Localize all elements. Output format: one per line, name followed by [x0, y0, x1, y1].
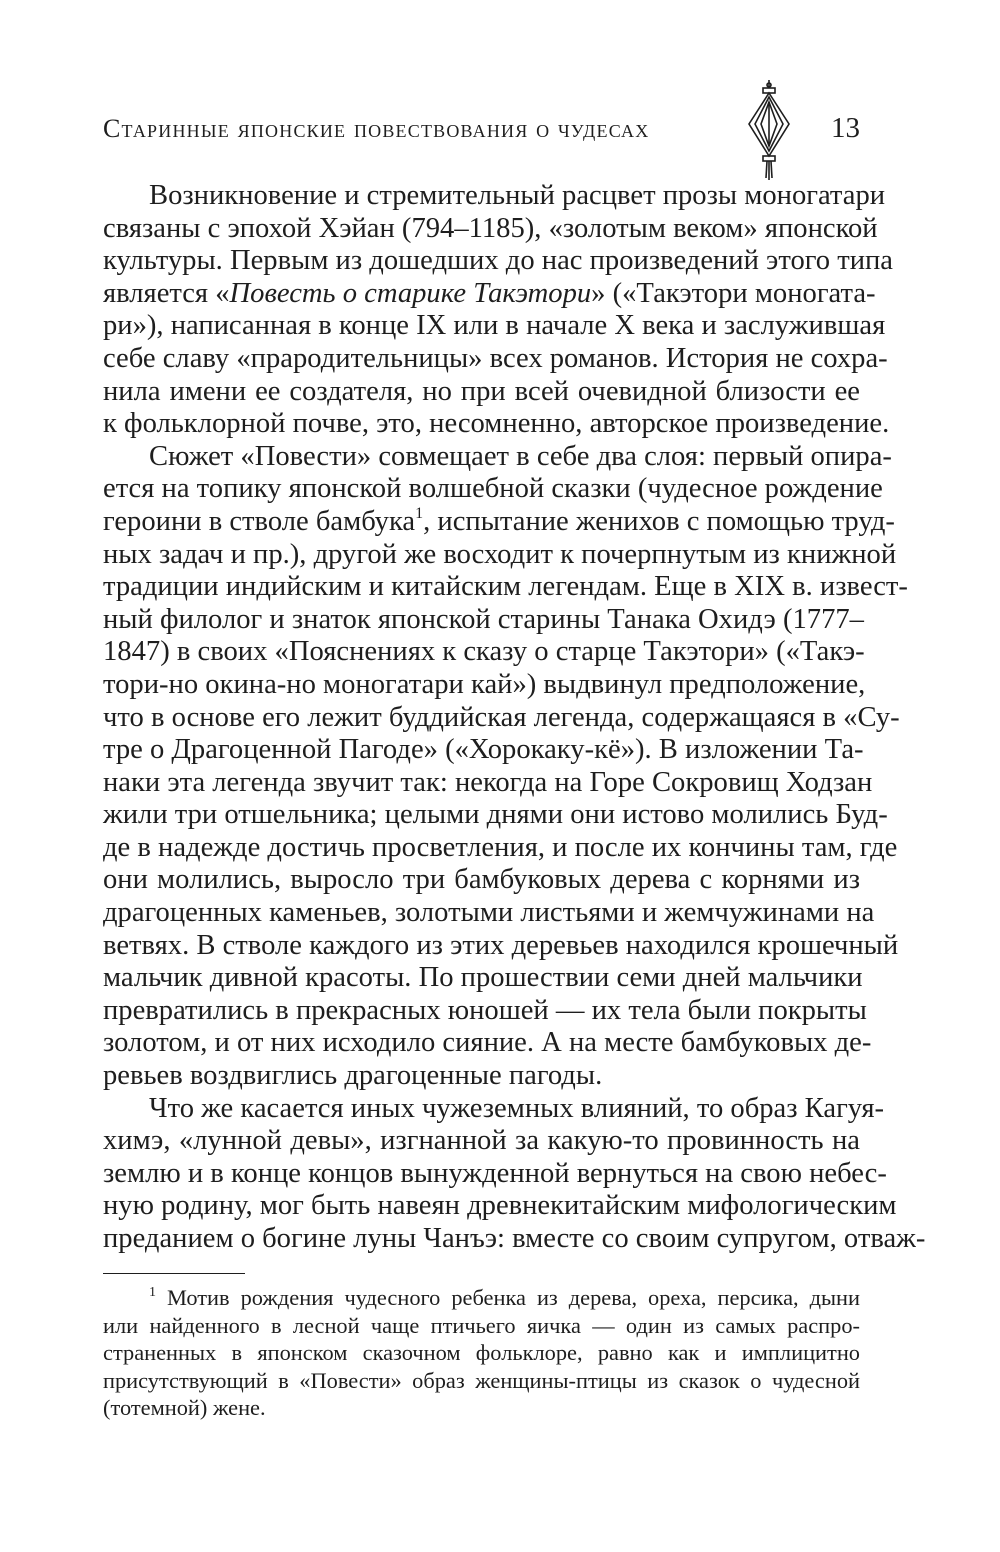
text-line: ри»), написанная в конце IX или в начале X века и заслужившая	[103, 310, 886, 342]
text-line	[103, 504, 895, 539]
text-line: к фольклорной почве, это, несомненно, авторское произведение.	[103, 408, 890, 440]
text-line: тори-но окина-но моногатари кай») выдвинул предположение,	[103, 668, 866, 700]
text-fragment: , испытание женихов с помощью труд-	[423, 505, 895, 537]
footnote-divider	[103, 1273, 245, 1274]
text-fragment: героини в стволе бамбука	[103, 505, 416, 537]
footnote-line: страненных в японском сказочном фольклоре, равно как и имплицитно	[103, 1340, 860, 1366]
footnote	[103, 1284, 860, 1422]
footnote-line: присутствующий в «Повести» образ женщины-птицы из сказок о чудесной	[103, 1367, 860, 1393]
paragraph-2	[103, 440, 908, 1093]
text-line: ветвях. В стволе каждого из этих деревьев находился крошечный	[103, 929, 899, 961]
text-line: наки эта легенда звучит так: некогда на Горе Сокровищ Ходзан	[103, 766, 873, 798]
footnote-line: или найденного в лесной чаще птичьего яичка — один из самых распро-	[103, 1312, 860, 1338]
text-line: землю и в конце концов вынужденной вернуться на свою небес-	[103, 1157, 887, 1189]
paragraph-1	[103, 180, 893, 441]
running-head: Старинные японские повествования о чудесах	[103, 114, 650, 143]
text-line: ревьев воздвиглись драгоценные пагоды.	[103, 1060, 603, 1092]
text-line: ется на топику японской волшебной сказки (чудесное рождение	[103, 473, 883, 505]
paper-lantern-icon	[745, 78, 793, 182]
text-line: ный филолог и знаток японской старины Танака Охидэ (1777–	[103, 603, 864, 635]
text-line: золотом, и от них исходило сияние. А на месте бамбуковых де-	[103, 1027, 872, 1059]
footnote-line: (тотемной) жене.	[103, 1395, 266, 1421]
text-line: Возникновение и стремительный расцвет прозы моногатари	[149, 180, 886, 211]
text-line: тре о Драгоценной Пагоде» («Хорокаку-кё»). В изложении Та-	[103, 734, 864, 766]
text-line: является «Повесть о старике Такэтори» («Такэтори моногата-	[103, 277, 876, 309]
text-line: превратились в прекрасных юношей — их тела были покрыты	[103, 994, 867, 1026]
text-line: культуры. Первым из дошедших до нас произведений этого типа	[103, 245, 893, 277]
page-number: 13	[831, 112, 860, 144]
text-line: ную родину, мог быть навеян древнекитайским мифологическим	[103, 1190, 897, 1222]
text-line: химэ, «лунной девы», изгнанной за какую-то провинность на	[103, 1125, 860, 1157]
text-line: де в надежде достичь просветления, и после их кончины там, где	[103, 831, 898, 863]
text-line: себе славу «прародительницы» всех романов. История не сохра-	[103, 342, 888, 374]
text-line: что в основе его лежит буддийская легенда, содержащаяся в «Су-	[103, 701, 900, 733]
footnote-reference[interactable]: 1	[415, 504, 424, 522]
text-line: связаны с эпохой Хэйан (794–1185), «золотым веком» японской	[103, 212, 878, 244]
text-line: Сюжет «Повести» совмещает в себе два слоя: первый опира-	[149, 440, 892, 472]
text-line: ных задач и пр.), другой же восходит к почерпнутым из книжной	[103, 538, 897, 570]
italic-title: Повесть о старике Такэтори	[229, 277, 592, 309]
paragraph-3	[103, 1092, 926, 1256]
text-line: драгоценных каменьев, золотыми листьями и жемчужинами на	[103, 897, 875, 929]
text-line: Что же касается иных чужеземных влияний, то образ Кагуя-	[149, 1092, 885, 1124]
text-line: 1847) в своих «Пояснениях к сказу о старце Такэтори» («Такэ-	[103, 636, 865, 668]
text-line: мальчик дивной красоты. По прошествии семи дней мальчики	[103, 962, 863, 994]
footnote-text: Мотив рождения чудесного ребенка из дерева, ореха, персика, дыни	[167, 1285, 860, 1310]
footnote-marker: 1	[149, 1285, 156, 1300]
main-text	[103, 180, 926, 1256]
text-line: преданием о богине луны Чанъэ: вместе со своим супругом, отваж-	[103, 1223, 926, 1254]
text-line: жили три отшельника; целыми днями они истово молились Буд-	[103, 799, 888, 831]
text-line: нила имени ее создателя, но при всей очевидной близости ее	[103, 375, 860, 407]
text-line: они молились, выросло три бамбуковых дерева с корнями из	[103, 864, 860, 896]
footnote-line	[103, 1284, 860, 1312]
text-line: традиции индийским и китайским легендам. Еще в XIX в. извест-	[103, 571, 908, 603]
